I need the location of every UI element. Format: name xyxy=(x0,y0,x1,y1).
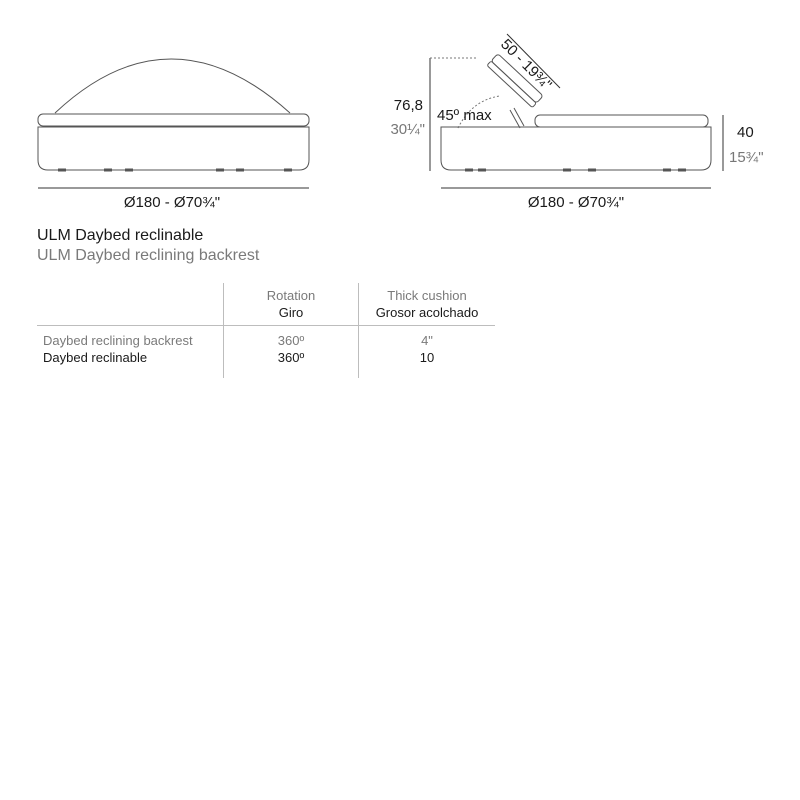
row-cushion: 4" xyxy=(359,326,496,350)
header-cushion-en: Thick cushion xyxy=(387,288,467,303)
table-header-row xyxy=(37,283,495,326)
row-name: Daybed reclining backrest xyxy=(43,333,193,348)
seat-height-in-label: 15¾" xyxy=(729,149,764,166)
header-rotation-en: Rotation xyxy=(266,288,316,303)
seat-height-cm-label: 40 xyxy=(737,124,754,141)
row-rotation: 360º xyxy=(224,349,359,378)
side-width-label: Ø180 - Ø70¾" xyxy=(527,194,625,211)
front-width-label: Ø180 - Ø70¾" xyxy=(123,194,221,211)
height-cm-label: 76,8 xyxy=(393,97,423,114)
spec-table xyxy=(37,283,495,378)
table-row xyxy=(37,326,495,350)
backrest-length-label: 50 - 19¾" xyxy=(497,35,555,94)
side-mattress xyxy=(535,115,708,127)
header-rotation-es: Giro xyxy=(278,305,304,320)
product-title: ULM Daybed reclinable xyxy=(37,227,204,244)
front-view xyxy=(38,59,309,188)
header-empty-cell xyxy=(37,283,224,326)
product-subtitle: ULM Daybed reclining backrest xyxy=(37,247,260,264)
row-rotation: 360º xyxy=(224,326,359,350)
side-base xyxy=(441,127,711,170)
header-cushion xyxy=(359,283,496,326)
row-name: Daybed reclinable xyxy=(43,350,148,365)
header-cushion-es: Grosor acolchado xyxy=(375,305,479,320)
header-rotation xyxy=(224,283,359,326)
row-cushion: 10 xyxy=(359,349,496,378)
height-in-label: 30¼" xyxy=(390,121,425,138)
angle-label: 45º max xyxy=(437,107,492,124)
technical-drawing xyxy=(0,0,800,230)
front-canopy xyxy=(55,59,290,113)
front-mattress xyxy=(38,114,309,126)
front-base xyxy=(38,127,309,170)
table-row xyxy=(37,349,495,378)
